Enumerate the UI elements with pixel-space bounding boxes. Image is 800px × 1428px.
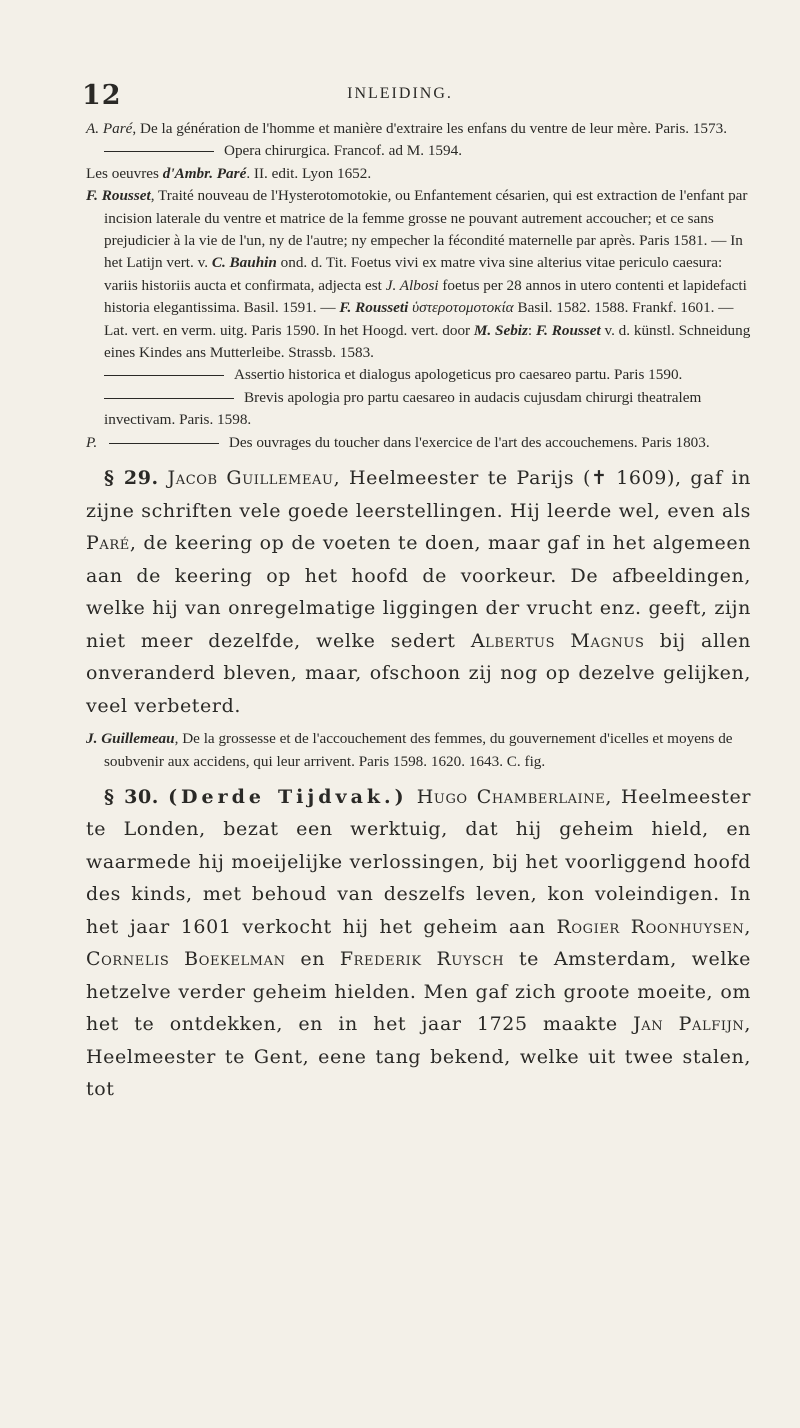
running-title: INLEIDING. [347, 85, 453, 102]
page-body [86, 118, 751, 1112]
author-pare: A. Paré [86, 120, 133, 137]
section-29: § 29. Jacob Guillemeau, Heelmeester te Parijs (✝ 1609), gaf in zijne schriften vele goede leerstellingen. Hij leerde wel, even als Paré, de keering op de voeten te doen, maar gaf in het algemeen aan de keering op het hoofd de voorkeur. De afbeeldingen, welke hij van onregelmatige liggingen der vrucht enz. geeft, zijn niet meer dezelfde, welke sedert Albertus Magnus bij allen onveranderd bleven, maar, ofschoon zij nog op dezelve gelijken, veel verbeterd. [86, 467, 751, 717]
biblio-entry-guillemeau: J. Guillemeau, De la grossesse et de l'accouchement des femmes, du gouvernement d'icelles et moyens de soubvenir aux accidens, qui leur arrivent. Paris 1598. 1620. 1643. C. fig. [86, 730, 733, 770]
biblio-entry-pare-oeuvres: Les oeuvres d'Ambr. Paré. II. edit. Lyon 1652. [86, 164, 372, 182]
biblio-entry-p-ouvrages: P. Des ouvrages du toucher dans l'exercice de l'art des accouchemens. Paris 1803. [86, 433, 710, 451]
page-header [0, 80, 800, 110]
page-number: 12 [82, 80, 122, 111]
bibliography-block-1 [86, 118, 751, 454]
biblio-entry-rousset: F. Rousset, Traité nouveau de l'Hysterotomotokie, ou Enfantement césarien, qui est extraction de l'enfant par incision laterale du ventre et matrice de la femme grosse ne pouvant autrement accoucher; et ce sans prejudicier à la vie de l'un, ny de l'autre; ny empecher la fécondité maternelle par après. Paris 1581. — In het Latijn vert. v. C. Bauhin ond. d. Tit. Foetus vivi ex matre viva sine alterius vitae periculo caesura: variis historiis aucta et confirmata, adjecta est J. Albosi foetus per 28 annos in utero contenti et lapidefacti historia elegantissima. Basil. 1591. — F. Rousseti ὑστεροτομοτοκία Basil. 1582. 1588. Frankf. 1601. — Lat. vert. en verm. uitg. Paris 1590. In het Hoogd. vert. door M. Sebiz: F. Rousset v. d. künstl. Schneidung eines Kindes ans Mutterleibe. Strassb. 1583. [86, 187, 751, 362]
section-number: § 29. [104, 467, 159, 490]
biblio-entry-pare: A. Paré, De la génération de l'homme et manière d'extraire les enfans du ventre de leur mère. Paris. 1573. [86, 120, 728, 137]
biblio-entry-pare-opera: Opera chirurgica. Francof. ad M. 1594. [86, 140, 751, 162]
section-number: § 30. [104, 785, 160, 808]
greek-title: ὑστεροτομοτοκία [412, 299, 514, 317]
bibliography-block-2 [86, 728, 751, 773]
biblio-entry-rousset-brevis: Brevis apologia pro partu caesareo in audacis cujusdam chirurgi theatralem invectivam. Paris. 1598. [104, 388, 702, 429]
biblio-entry-rousset-assertio: Assertio historica et dialogus apologeticus pro caesareo partu. Paris 1590. [86, 364, 751, 386]
section-30: § 30. (Derde Tijdvak.) Hugo Chamberlaine, Heelmeester te Londen, bezat een werktuig, dat hij geheim hield, en waarmede hij moeijelijke verlossingen, bij het voorliggend hoofd des kinds, met behoud van deszelfs leven, kon voleindigen. In het jaar 1601 verkocht hij het geheim aan Rogier Roonhuysen, Cornelis Boekelman en Frederik Ruysch te Amsterdam, welke hetzelve verder geheim hielden. Men gaf zich groote moeite, om het te ontdekken, en in het jaar 1725 maakte Jan Palfijn, Heelmeester te Gent, eene tang bekend, welke uit twee stalen, tot [86, 785, 751, 1101]
